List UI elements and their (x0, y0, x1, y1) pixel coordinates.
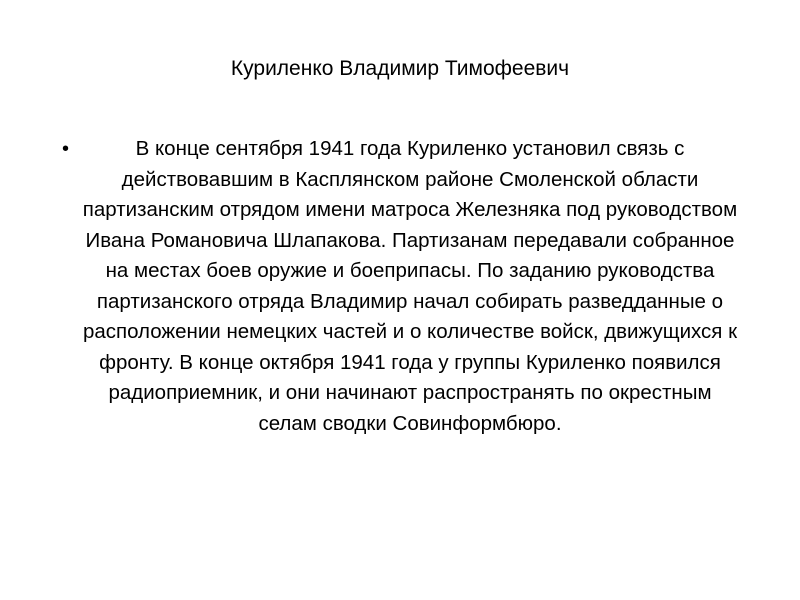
page-title: Куриленко Владимир Тимофеевич (230, 57, 570, 80)
list-item (62, 134, 738, 439)
list-item-text: В конце сентября 1941 года Куриленко установил связь с действовавшим в Касплянском районе Смоленской области партизанским отрядом имени матроса Железняка под руководством Ивана Романовича Шлапакова. Партизанам передавали собранное на местах боев оружие и боеприпасы. По заданию руководства партизанского отряда Владимир начал собирать разведданные о расположении немецких частей и о количестве войск, движущихся к фронту. В конце октября 1941 года у группы Куриленко появился радиоприемник, и они начинают распространять по окрестным селам сводки Совинформбюро. (82, 137, 738, 435)
slide-body (62, 134, 738, 439)
bullet-icon: • (62, 138, 70, 160)
